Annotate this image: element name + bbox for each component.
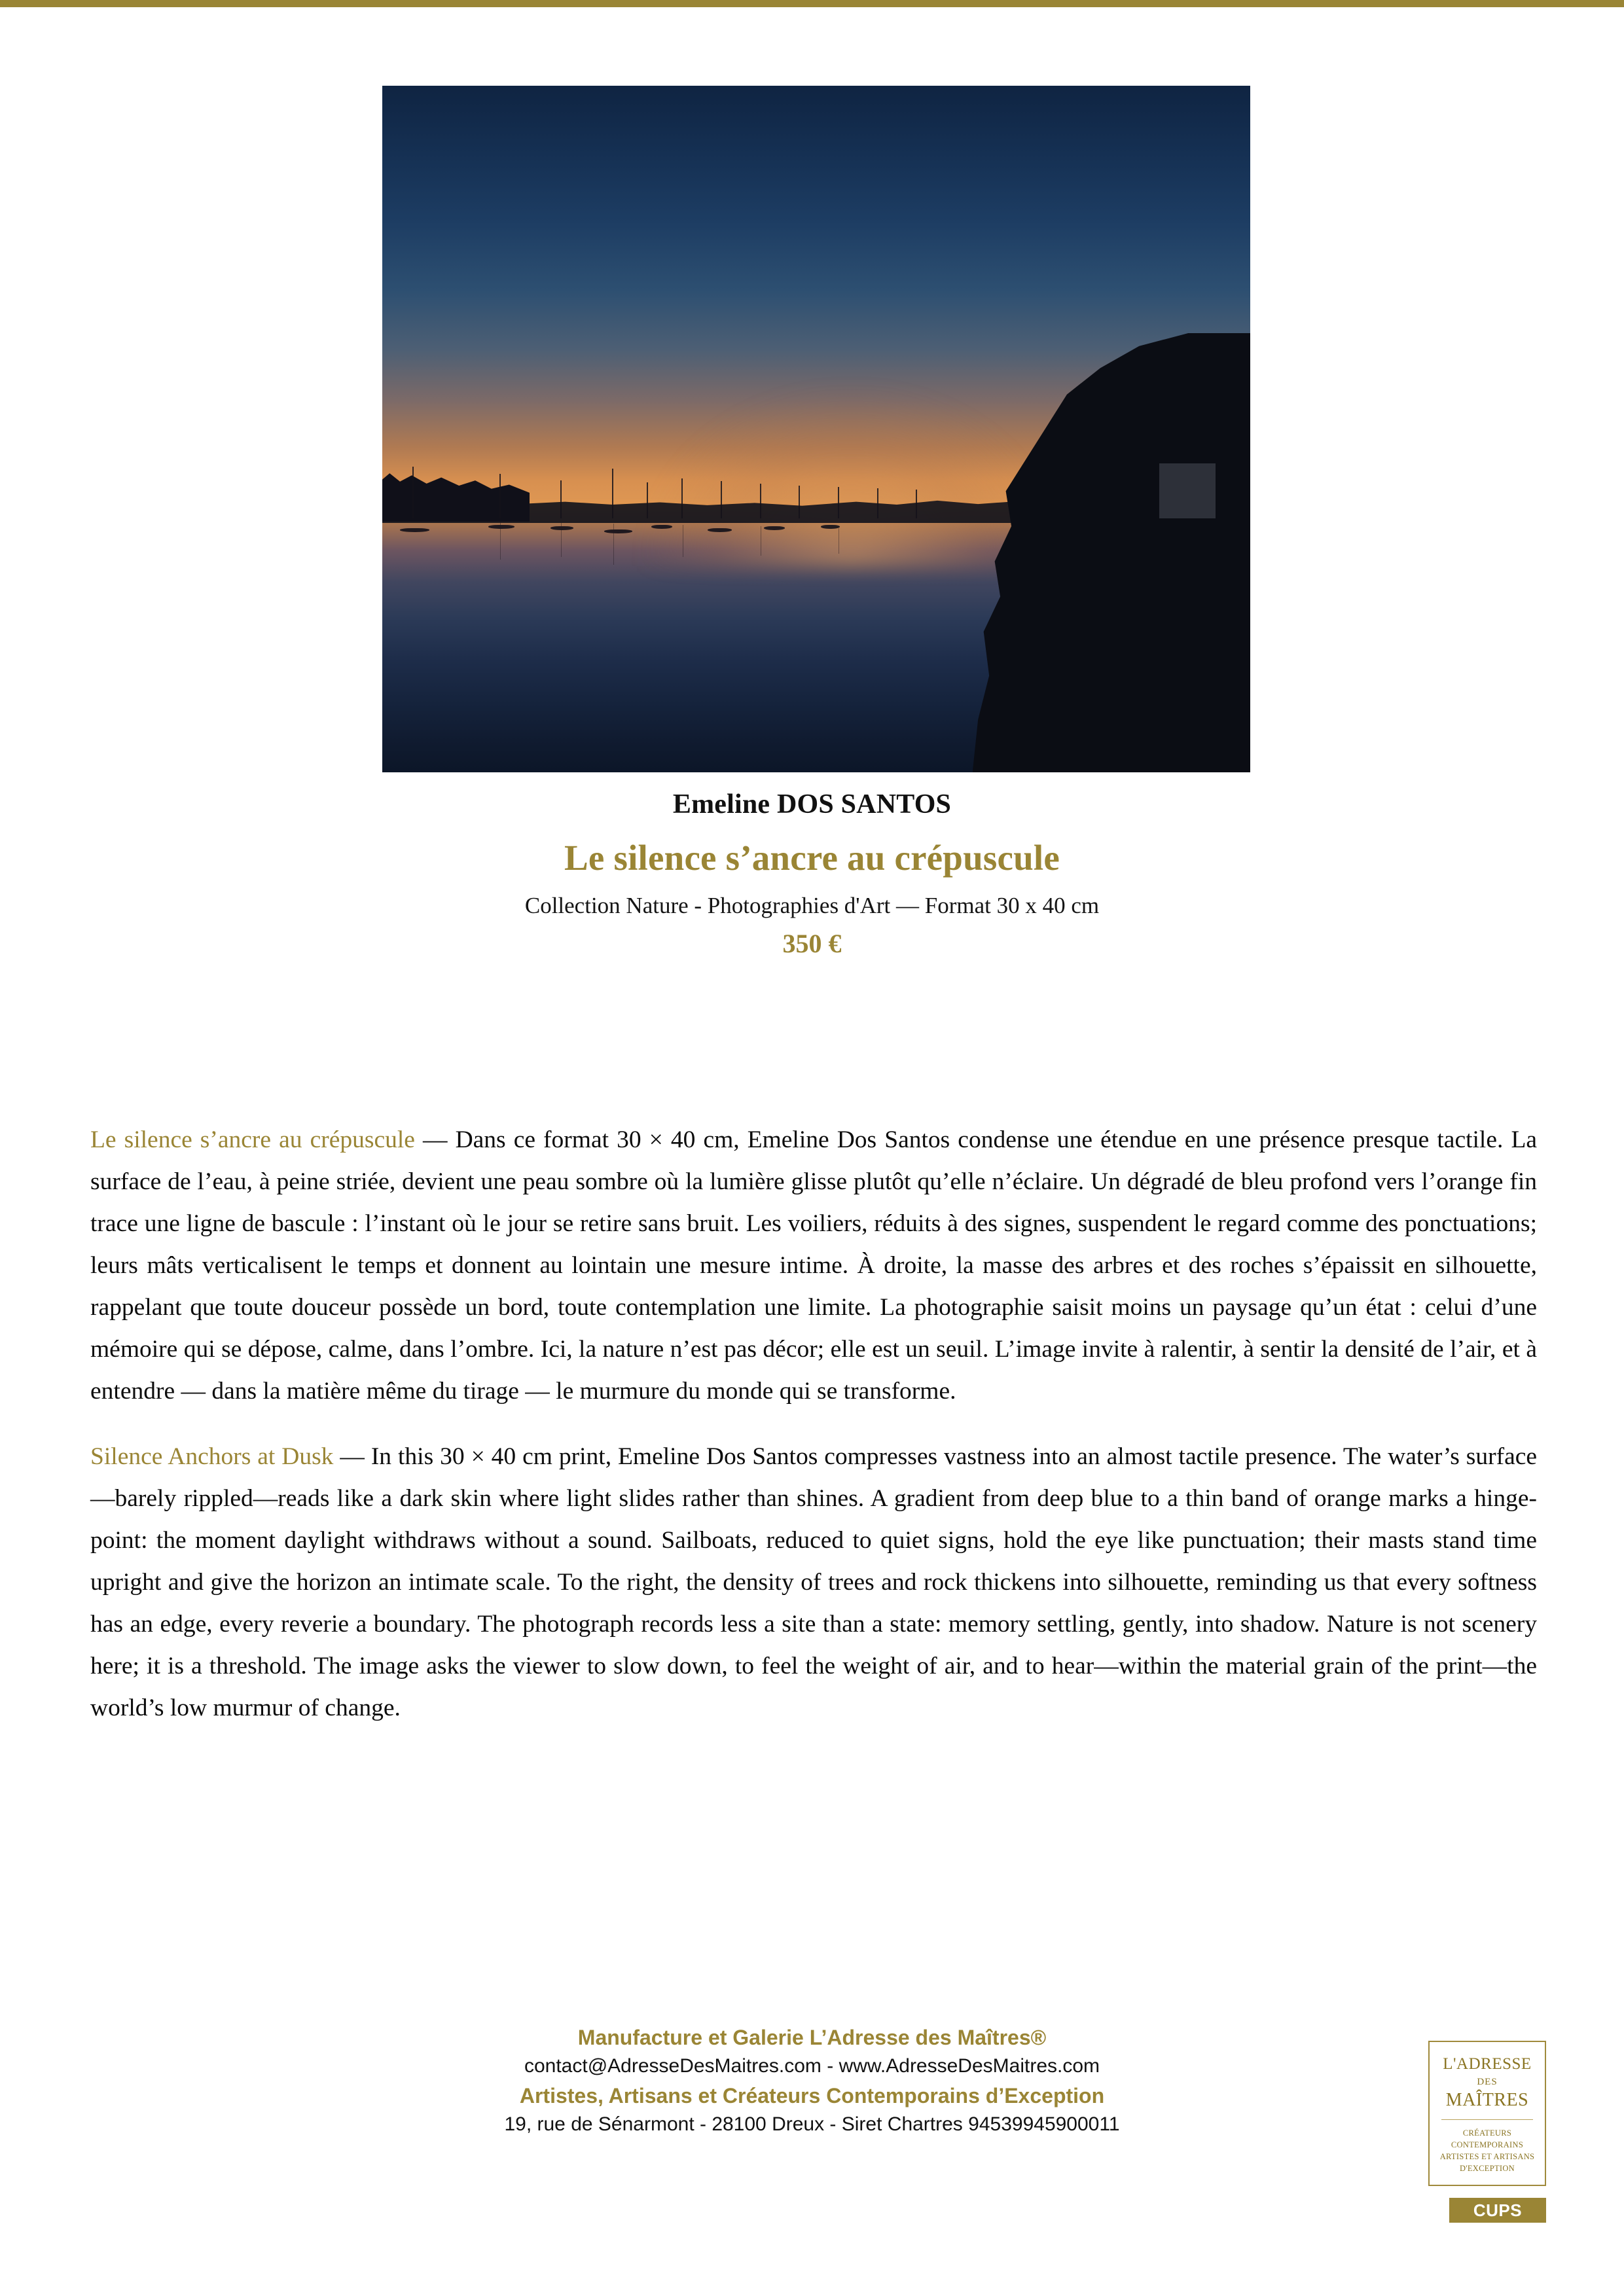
page-footer bbox=[0, 2026, 1624, 2136]
description-section bbox=[90, 1119, 1537, 1729]
mast-reflection bbox=[561, 522, 562, 556]
footer-contact[interactable]: contact@AdresseDesMaitres.com - www.AdresseDesMaitres.com bbox=[524, 2055, 1100, 2077]
sailboat-mast bbox=[838, 487, 839, 518]
sailboat-mast bbox=[721, 481, 722, 518]
logo-tagline-1: CRÉATEURS CONTEMPORAINS bbox=[1451, 2128, 1524, 2149]
shoreline-building bbox=[1159, 463, 1216, 518]
logo-line-maitres: MAÎTRES bbox=[1445, 2090, 1529, 2110]
top-accent-rule bbox=[0, 0, 1624, 7]
mast-reflection bbox=[500, 522, 501, 560]
sailboat-mast bbox=[612, 469, 613, 518]
sailboat-hull bbox=[604, 529, 632, 533]
sailboat-mast bbox=[499, 474, 501, 518]
sailboat-mast bbox=[916, 490, 917, 518]
sailboat-mast bbox=[560, 480, 562, 518]
artwork-title: Le silence s’ancre au crépuscule bbox=[564, 838, 1060, 878]
footer-address: 19, rue de Sénarmont - 28100 Dreux - Siret Chartres 94539945900011 bbox=[504, 2113, 1120, 2135]
logo-divider bbox=[1441, 2119, 1533, 2120]
description-lead-en: Silence Anchors at Dusk bbox=[90, 1443, 334, 1470]
logo-area bbox=[1428, 2041, 1546, 2223]
artwork-meta-block bbox=[0, 789, 1624, 959]
sailboat-mast bbox=[877, 488, 878, 518]
sailboat-mast bbox=[681, 478, 683, 518]
description-lead-fr: Le silence s’ancre au crépuscule bbox=[90, 1126, 415, 1153]
footer-company-name: Manufacture et Galerie L’Adresse des Maîtres® bbox=[577, 2026, 1047, 2049]
sailboat-hull bbox=[708, 528, 732, 532]
logo-line-adresse: L'ADRESSE bbox=[1443, 2055, 1532, 2073]
mast-reflection bbox=[613, 524, 614, 565]
sailboat-hull bbox=[400, 528, 429, 532]
description-body-en: — In this 30 × 40 cm print, Emeline Dos Santos compresses vastness into an almost tactile presence. The water’s surface—barely rippled—reads like a dark skin where light slides rather than shines. A gradient from deep blue to a thin band of orange marks a hinge-point: the moment daylight withdraws without a sound. Sailboats, reduced to quiet signs, hold the eye like punctuation; their masts stand time upright and give the horizon an intimate scale. To the right, the density of trees and rock thickens into silhouette, reminding us that every softness has an edge, every reverie a boundary. The photograph records less a site than a state: memory settling, gently, into shadow. Nature is not scenery here; it is a threshold. The image asks the viewer to slow down, to feel the weight of air, and to hear—within the material grain of the print—the world’s low murmur of change. bbox=[90, 1443, 1537, 1721]
footer-slogan: Artistes, Artisans et Créateurs Contemporains d’Exception bbox=[519, 2084, 1105, 2108]
description-paragraph-fr bbox=[90, 1119, 1537, 1412]
description-body-fr: — Dans ce format 30 × 40 cm, Emeline Dos Santos condense une étendue en une présence presque tactile. La surface de l’eau, à peine striée, devient une peau sombre où la lumière glisse plutôt qu’elle n’éclaire. Un dégradé de bleu profond vers l’orange fin trace une ligne de bascule : l’instant où le jour se retire sans bruit. Les voiliers, réduits à des signes, suspendent le regard comme des ponctuations; leurs mâts verticalisent le temps et donnent au lointain une mesure intime. À droite, la masse des arbres et des roches s’épaissit en silhouette, rappelant que toute douceur possède un bord, toute contemplation une limite. La photographie saisit moins un paysage qu’un état : celui d’une mémoire qui se dépose, calme, dans l’ombre. Ici, la nature n’est pas décor; elle est un seuil. L’image invite à ralentir, à sentir la densité de l’air, et à entendre — dans la matière même du tirage — le murmure du monde qui se transforme. bbox=[90, 1126, 1537, 1405]
water-reflection-glow bbox=[643, 388, 1059, 567]
artwork-price: 350 € bbox=[782, 929, 842, 958]
cups-badge: CUPS bbox=[1449, 2198, 1546, 2223]
artist-name: Emeline DOS SANTOS bbox=[672, 789, 952, 819]
logo-tagline-3: D'EXCEPTION bbox=[1459, 2164, 1515, 2173]
artwork-photograph bbox=[382, 86, 1250, 772]
sailboat-mast bbox=[412, 467, 414, 518]
brand-logo-badge bbox=[1428, 2041, 1546, 2186]
sailboat-mast bbox=[799, 486, 800, 518]
logo-tagline-2: ARTISTES ET ARTISANS bbox=[1439, 2152, 1535, 2161]
description-paragraph-en bbox=[90, 1436, 1537, 1729]
sailboat-mast bbox=[760, 484, 761, 518]
collection-format-line: Collection Nature - Photographies d'Art — Format 30 x 40 cm bbox=[524, 893, 1100, 918]
logo-line-des: DES bbox=[1477, 2077, 1498, 2087]
sailboat-mast bbox=[647, 482, 648, 518]
